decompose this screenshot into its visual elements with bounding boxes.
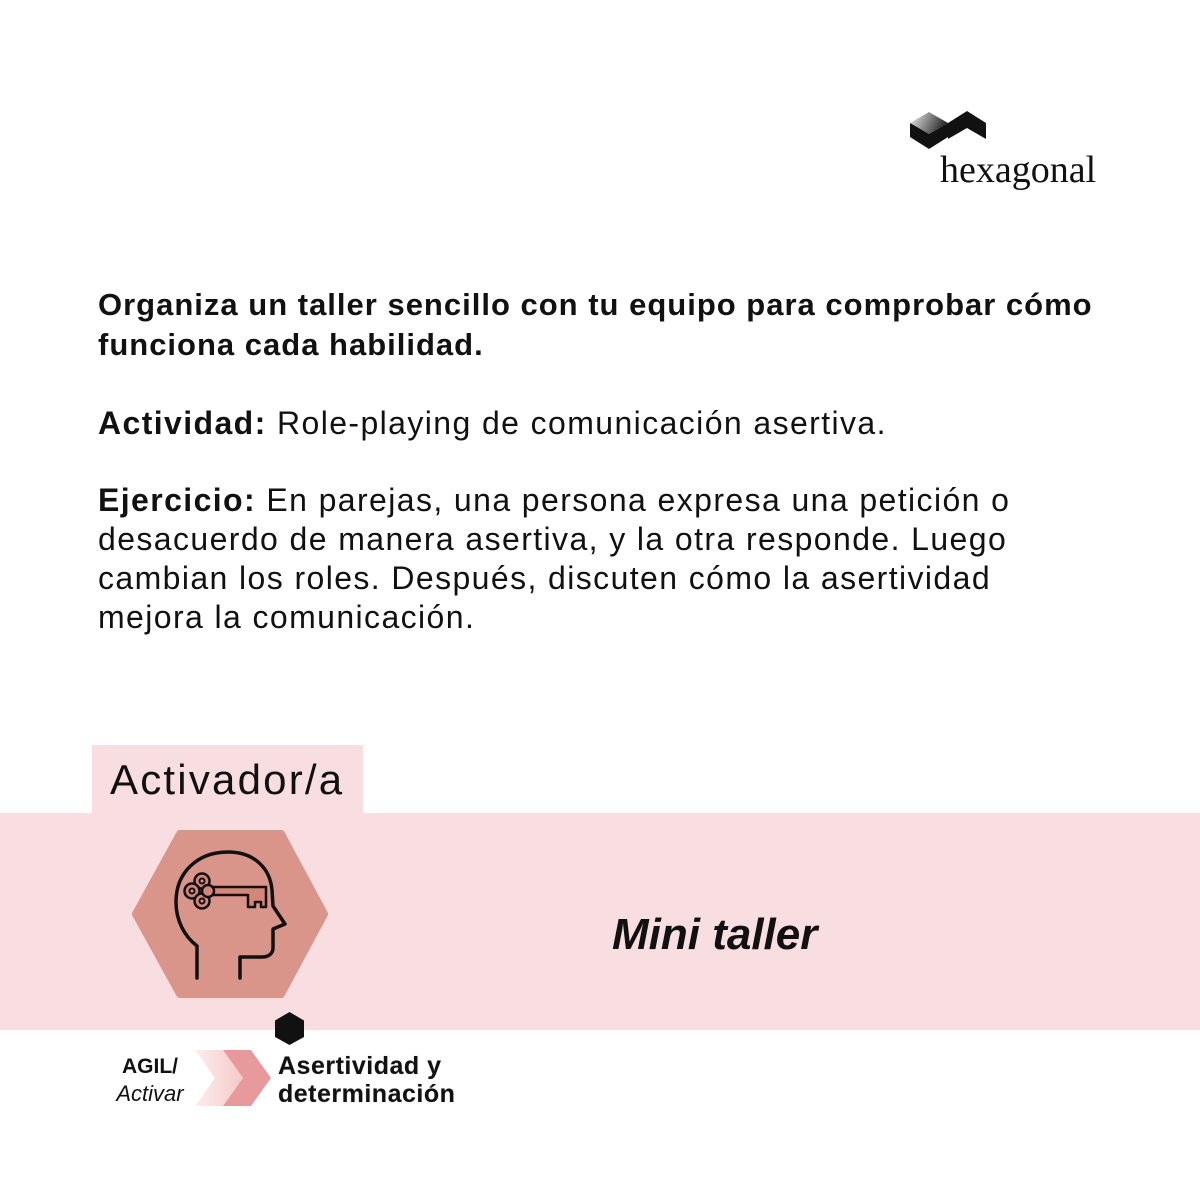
exercise-text: En parejas, una persona expresa una petición o desacuerdo de manera asertiva, y la otra responde. Luego cambian los roles. Después, discuten cómo la asertividad mejora la comunicación. <box>98 481 1011 635</box>
key-bow-center <box>202 885 214 897</box>
activity-text: Role-playing de comunicación asertiva. <box>276 404 887 441</box>
role-tab <box>92 745 363 813</box>
hexagonal-logo-icon <box>910 109 986 151</box>
brand-logo <box>905 105 1105 197</box>
skill-name: Asertividad y determinación <box>278 1052 456 1108</box>
activity-label: Actividad: <box>98 404 267 441</box>
category-label: AGIL/ <box>122 1054 178 1078</box>
hexagon-icon <box>273 1011 306 1046</box>
brand-name: hexagonal <box>940 149 1097 191</box>
category-block <box>100 1053 200 1107</box>
chevron-arrows-icon <box>193 1048 273 1108</box>
format-band <box>0 813 1200 1030</box>
subcategory-label: Activar <box>116 1080 184 1106</box>
exercise-label: Ejercicio: <box>98 481 257 518</box>
logo-right-band <box>948 111 986 139</box>
format-title: Mini taller <box>612 910 818 959</box>
key-bow-hole <box>200 899 205 904</box>
role-badge <box>132 830 328 998</box>
activity-line <box>98 404 1028 443</box>
key-bow-hole <box>190 889 195 894</box>
intro-section <box>98 285 1108 637</box>
intro-heading: Organiza un taller sencillo con tu equipo para comprobar cómo funciona cada habilidad. <box>98 287 1093 362</box>
exercise-paragraph <box>98 481 1028 637</box>
hexagon-marker <box>275 1012 304 1045</box>
key-bow-hole <box>200 879 205 884</box>
hexagon-badge <box>136 834 324 994</box>
skill-footer <box>100 1008 500 1118</box>
role-tab-label: Activador/a <box>110 756 345 803</box>
